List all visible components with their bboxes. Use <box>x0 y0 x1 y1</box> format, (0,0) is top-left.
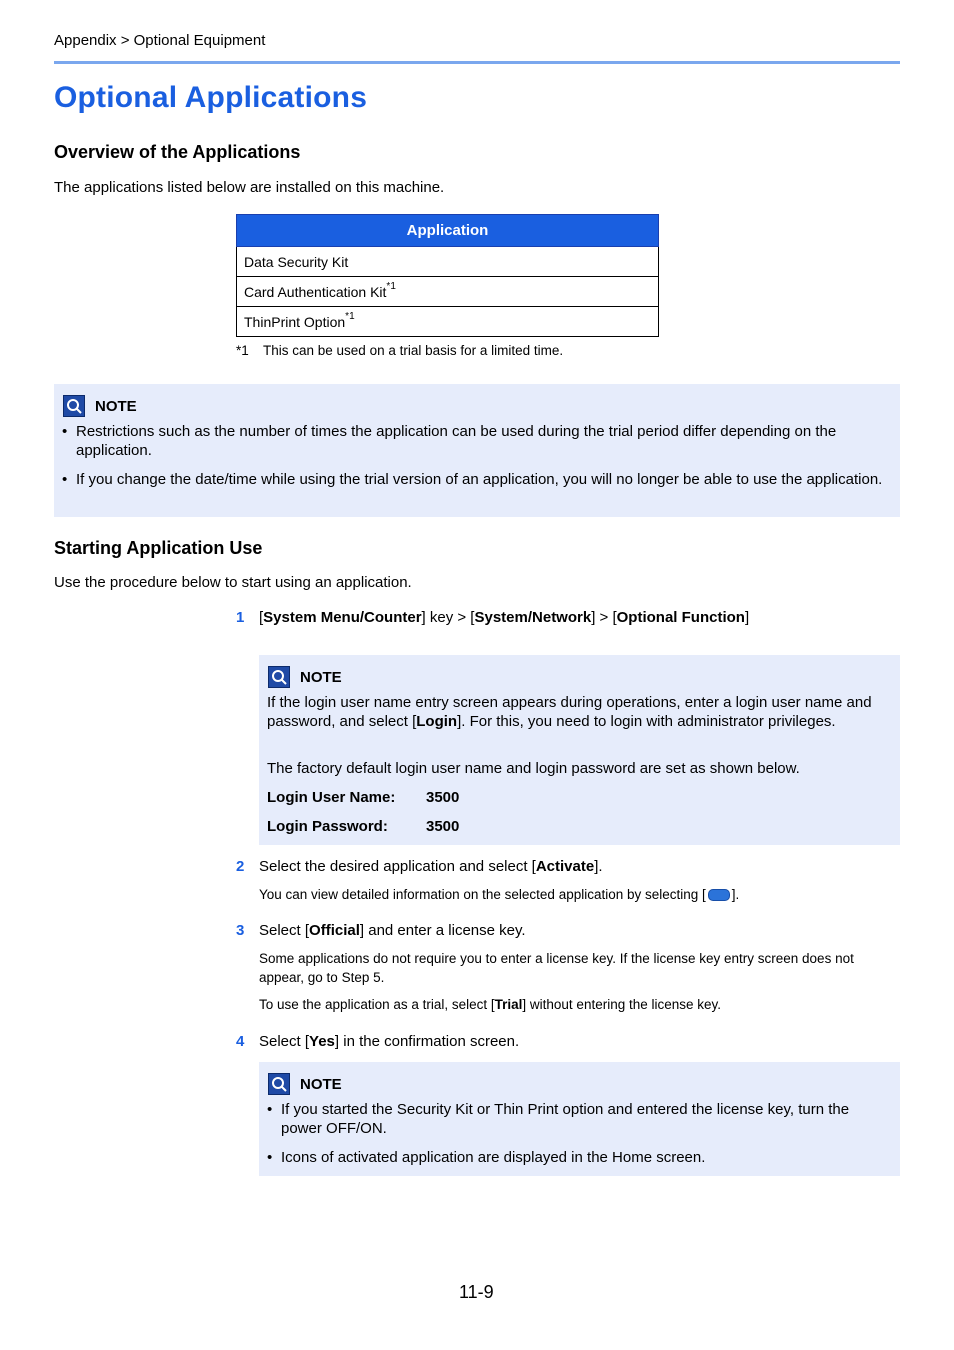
login-user-value: 3500 <box>426 789 460 806</box>
note-label: NOTE <box>300 668 342 686</box>
key-label: Optional Function <box>616 609 745 626</box>
footnote-ref: *1 <box>386 280 396 292</box>
starting-intro: Use the procedure below to start using an application. <box>54 574 412 591</box>
application-table <box>236 214 659 337</box>
note-icon <box>63 395 85 417</box>
note-label: NOTE <box>300 1075 342 1093</box>
login-password-value: 3500 <box>426 818 460 835</box>
note-header <box>268 1073 342 1095</box>
note-box <box>259 655 900 845</box>
step-text: [System Menu/Counter] key > [System/Network] > [Optional Function] <box>259 609 750 626</box>
step-connector: ] key > [ <box>421 609 475 626</box>
table-cell: ThinPrint Option <box>244 313 346 330</box>
step-connector: ] > [ <box>591 609 617 626</box>
info-key-icon <box>708 889 730 901</box>
overview-heading: Overview of the Applications <box>54 142 301 162</box>
note-header <box>268 666 342 688</box>
note-icon <box>268 1073 290 1095</box>
step-number: 1 <box>236 609 245 626</box>
step-text: Select the desired application and select [Activate]. <box>259 858 603 875</box>
note-box: NOTE • If you started the Security Kit or Thin Print option and entered the license key, turn the power OFF/ON. • Icons of activated application are displayed in the Home screen. <box>259 1062 900 1176</box>
step-text: Select [Yes] in the confirmation screen. <box>259 1033 520 1050</box>
starting-heading: Starting Application Use <box>54 538 263 558</box>
page-title: Optional Applications <box>54 81 368 114</box>
step-subtext: You can view detailed information on the selected application by selecting [ ]. <box>259 887 740 902</box>
table-row <box>237 277 659 307</box>
key-label: Yes <box>309 1033 335 1050</box>
note-header <box>63 395 137 417</box>
note-paragraph: The factory default login user name and login password are set as shown below. <box>267 760 800 777</box>
login-password-label: Login Password: <box>267 818 388 835</box>
table-header: Application <box>237 215 659 247</box>
note-paragraph: If the login user name entry screen appears during operations, enter a login user name and password, and select [Login]. For this, you need to login with administrator privileges. <box>267 694 872 730</box>
key-label: System/Network <box>474 609 592 626</box>
table-cell: Data Security Kit <box>244 253 349 270</box>
step-subtext: Some applications do not require you to enter a license key. If the license key entry screen does not appear, go to Step 5. <box>259 951 854 985</box>
step-subtext: To use the application as a trial, select [Trial] without entering the license key. <box>259 997 722 1012</box>
table-cell: Card Authentication Kit <box>244 283 387 300</box>
table-row <box>237 247 659 277</box>
key-label: Trial <box>494 997 523 1012</box>
footnote-text: This can be used on a trial basis for a limited time. <box>263 343 564 358</box>
footnote-ref: *1 <box>345 310 355 322</box>
overview-intro: The applications listed below are installed on this machine. <box>54 179 445 196</box>
breadcrumb: Appendix > Optional Equipment <box>54 32 266 49</box>
step-number: 3 <box>236 922 245 939</box>
page-number: 11-9 <box>459 1282 494 1302</box>
note-icon <box>268 666 290 688</box>
step-text: Select [Official] and enter a license key. <box>259 922 526 939</box>
key-label: Login <box>416 713 458 730</box>
key-label: Activate <box>535 858 595 875</box>
login-user-label: Login User Name: <box>267 789 396 806</box>
table-row <box>237 307 659 337</box>
step-number: 2 <box>236 858 245 875</box>
key-label: System Menu/Counter <box>263 609 422 626</box>
note-box: NOTE • Restrictions such as the number of times the application can be used during the trial period differ depending on the application. • If you change the date/time while using the trial version of an application, you will no longer be able to use the application. <box>54 384 900 517</box>
table-footnote <box>236 343 564 358</box>
note-label: NOTE <box>95 397 137 415</box>
key-label: Official <box>309 922 360 939</box>
step-number: 4 <box>236 1033 245 1050</box>
header-rule <box>54 61 900 64</box>
footnote-mark: *1 <box>236 343 249 358</box>
